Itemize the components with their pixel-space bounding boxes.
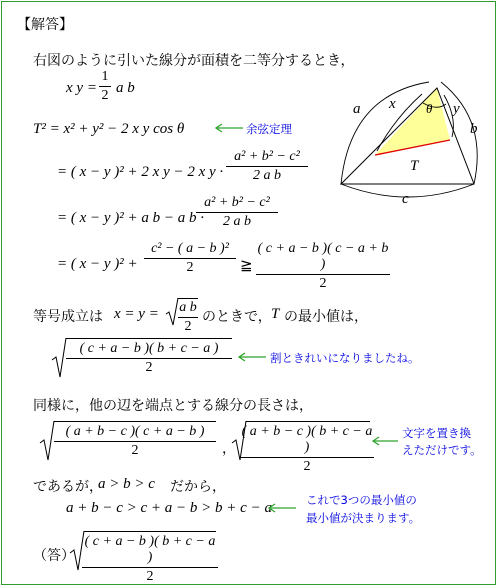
equality-text2: のときで，: [202, 309, 272, 325]
eq4-num: a² + b² − c²: [204, 195, 270, 210]
min1-den: 2: [145, 360, 153, 375]
eq5-den: 2: [186, 260, 194, 275]
answer-num: ( c + a − b )( b + c − a ): [84, 534, 216, 565]
equality-T: T: [271, 306, 280, 322]
since-math: a > b > c: [98, 476, 155, 492]
label-theta: θ: [426, 101, 433, 116]
inequality: a + b − c > c + a − b > b + c − a: [66, 500, 272, 516]
eq5-geq: ≧: [240, 258, 253, 274]
eq3-num: a² + b² − c²: [234, 149, 300, 164]
alt2-num: ( a + b − c )( b + c − a ): [241, 424, 373, 455]
since-text1: であるが，: [33, 479, 103, 495]
note-three-line2: 最小値が決まります。: [306, 511, 421, 525]
alt2-den: 2: [303, 459, 311, 474]
heading: 【解答】: [17, 17, 73, 33]
eq3-den: 2 a b: [253, 168, 281, 183]
note-clean: 割ときれいになりましたね。: [270, 351, 420, 365]
equality-text1: 等号成立は: [33, 309, 103, 325]
note-swap-line2: えただけです。: [402, 443, 482, 457]
eq2-cosine-law: T² = x² + y² − 2 x y cos θ: [33, 121, 185, 137]
equality-math: x = y =: [114, 306, 159, 322]
comma: ，: [222, 441, 236, 457]
label-c: c: [402, 191, 409, 207]
eq1-den: 2: [101, 88, 109, 103]
eq5-num2: ( c + a − b )( c − a + b ): [257, 241, 389, 272]
note-three-line1: これで3つの最小値の: [306, 493, 417, 507]
eq5-lhs: = ( x − y )² +: [57, 256, 138, 272]
alt1-den: 2: [131, 443, 139, 458]
similarly-text: 同様に，他の辺を端点とする線分の長さは，: [33, 398, 313, 414]
equality-num: a b: [179, 300, 197, 315]
eq3-lhs: = ( x − y )² + 2 x y − 2 x y ·: [57, 164, 224, 180]
since-text2: だから，: [170, 479, 226, 495]
eq1-rhs: a b: [116, 80, 135, 96]
label-T: T: [410, 158, 419, 174]
eq5-den2: 2: [319, 276, 327, 291]
note-cosine: 余弦定理: [246, 122, 292, 136]
answer-label: （答）: [33, 548, 75, 564]
min1-num: ( c + a − b )( b + c − a ): [79, 341, 219, 356]
eq4-lhs: = ( x − y )² + a b − a b ·: [57, 210, 205, 226]
note-swap-line1: 文字を置き換: [402, 426, 471, 440]
label-x: x: [389, 96, 396, 112]
eq4-den: 2 a b: [223, 214, 251, 229]
label-b: b: [470, 121, 478, 137]
eq1-lhs: x y =: [66, 80, 97, 96]
label-a: a: [353, 101, 361, 117]
eq1-num: 1: [101, 69, 109, 84]
label-y: y: [453, 101, 460, 117]
answer-den: 2: [146, 569, 154, 584]
intro-text: 右図のように引いた線分が面積を二等分するとき，: [33, 53, 355, 69]
alt1-num: ( a + b − c )( c + a − b ): [65, 424, 205, 439]
equality-den: 2: [184, 319, 192, 334]
eq5-num: c² − ( a − b )²: [151, 241, 229, 256]
equality-text3: の最小値は，: [284, 309, 368, 325]
